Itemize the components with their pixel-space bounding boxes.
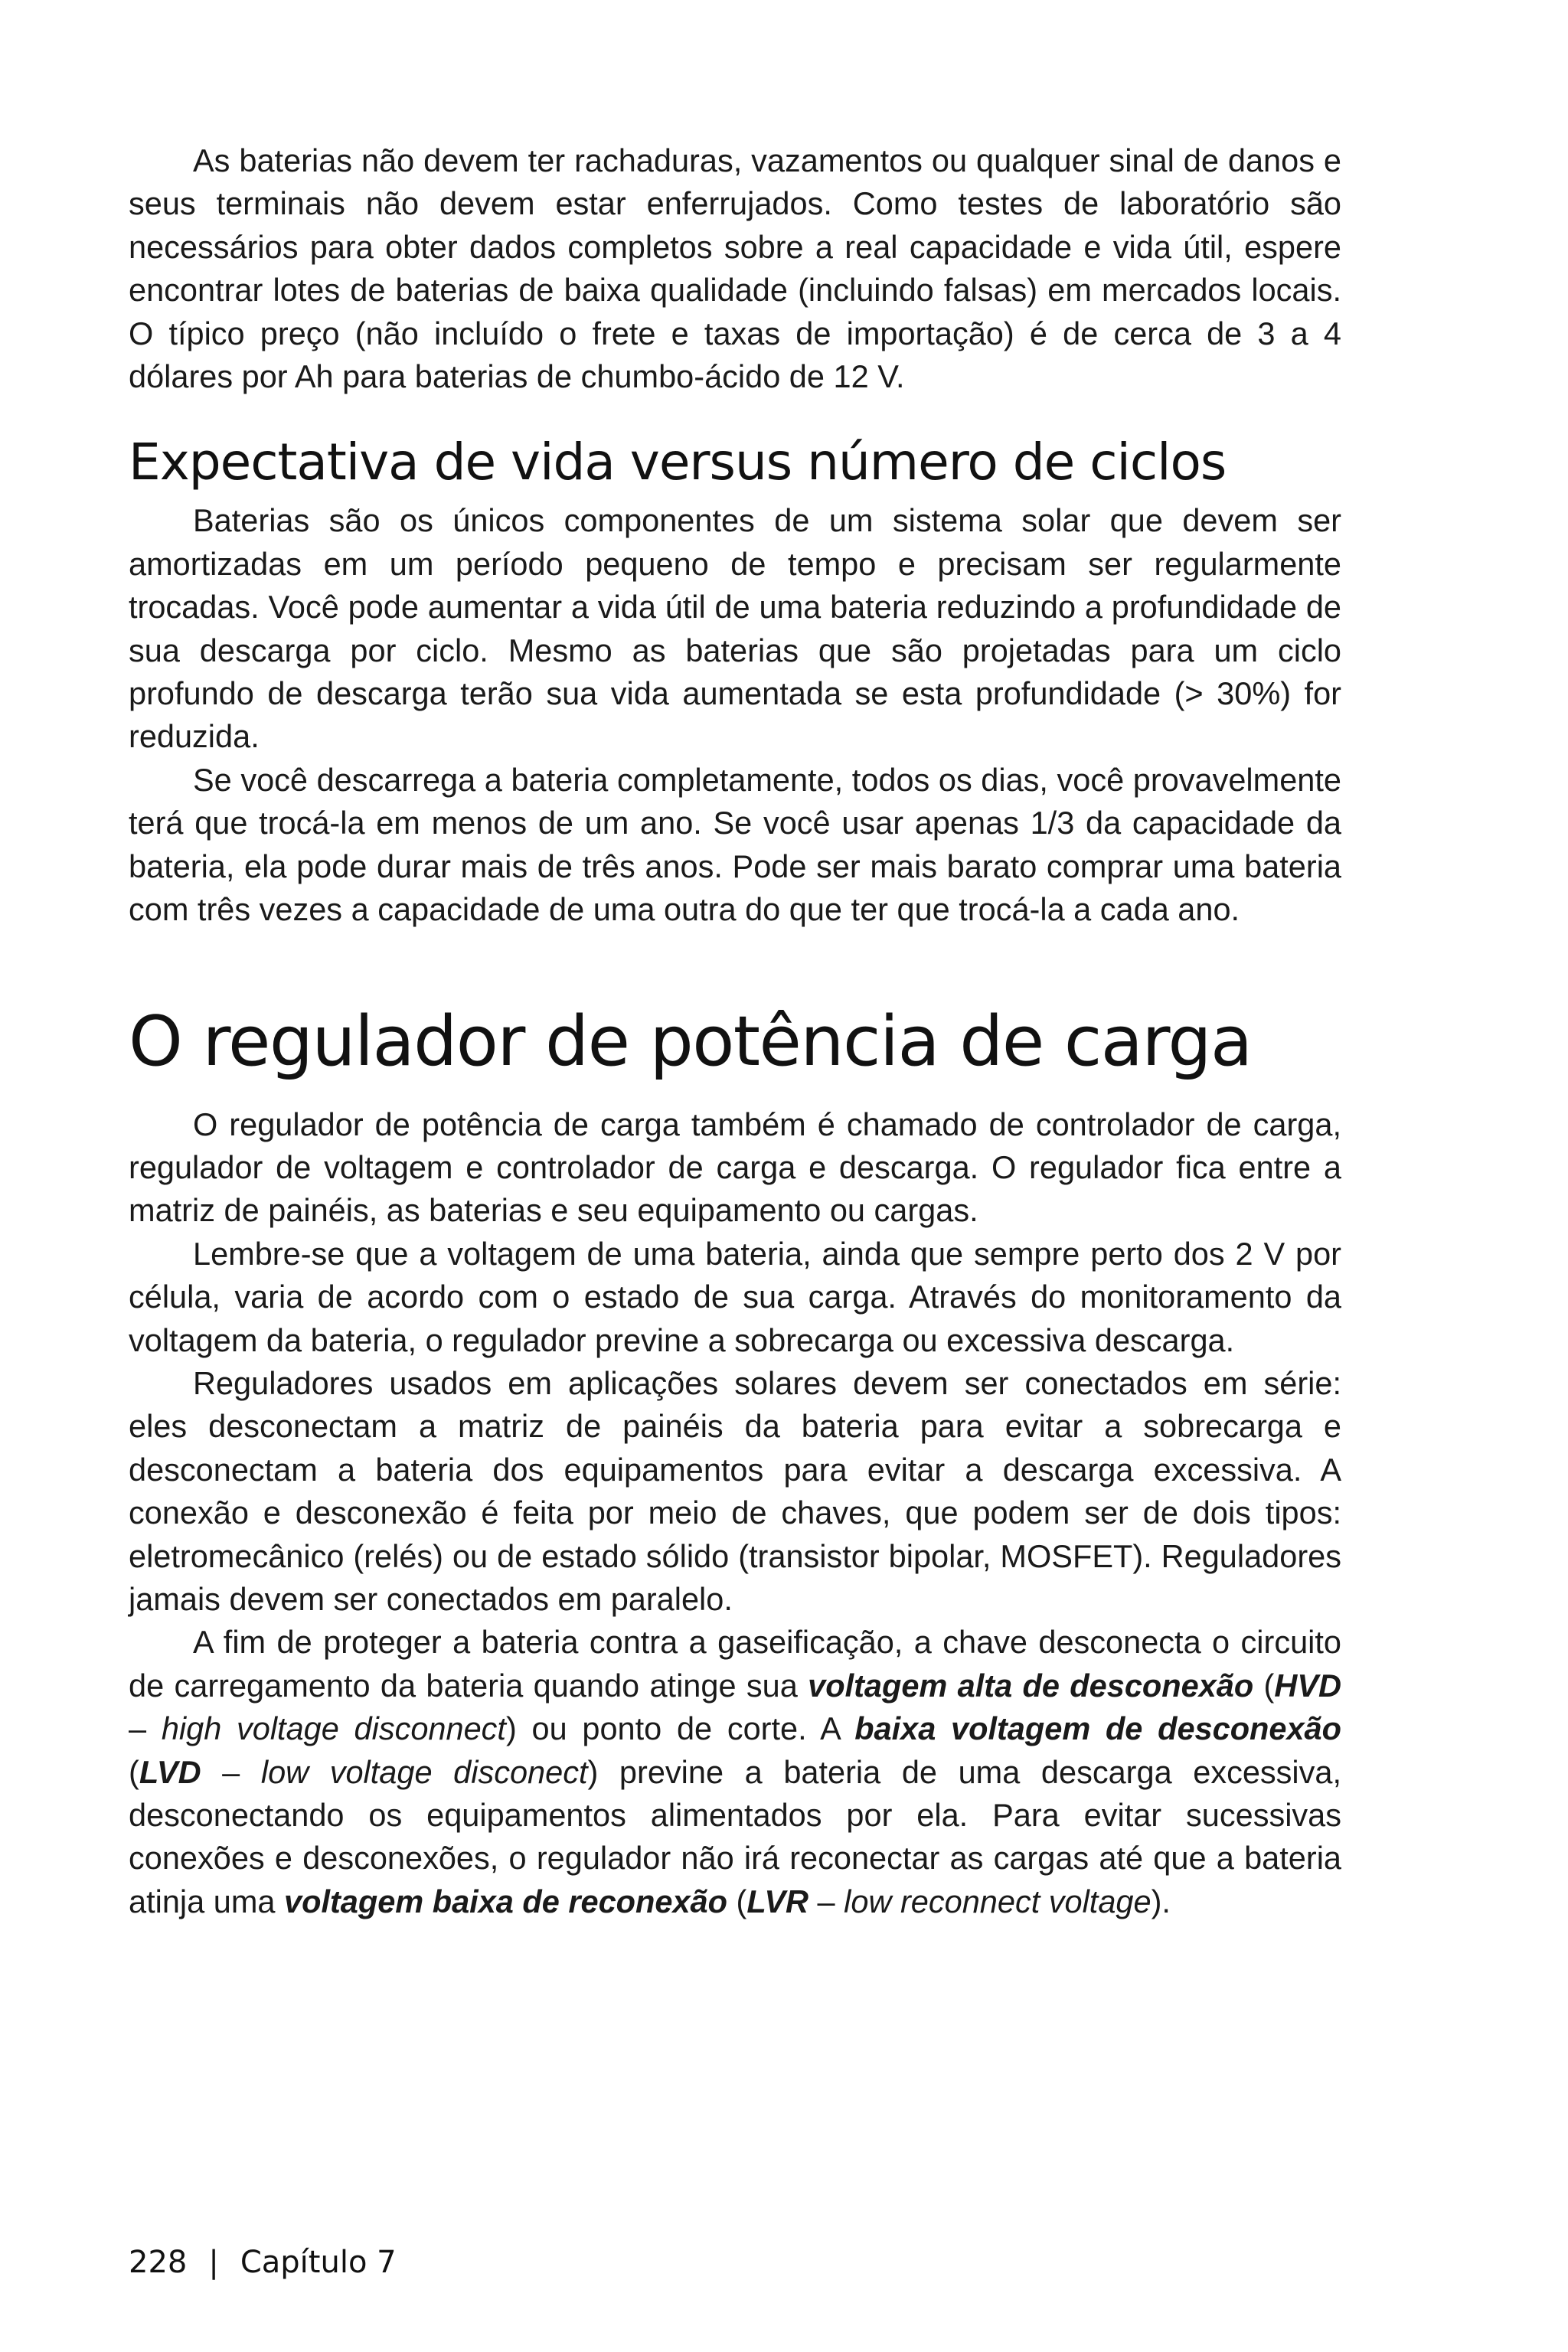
section-heading-life-expectancy: Expectativa de vida versus número de ciclos [129,433,1227,492]
term-lvd-name: baixa voltagem de desconexão [854,1710,1341,1747]
paragraph-regulator-1: O regulador de potência de carga também é chamado de controlador de carga, regulador de voltagem e controlador de carga e descarga. O regulador fica entre a matriz de painéis, as baterias e seu equipamento ou cargas. [129,1106,1341,1229]
section-heading-charge-regulator: O regulador de potência de carga [129,1001,1252,1082]
term-hvd-english: high voltage disconnect [161,1710,506,1747]
chapter-label: Capítulo 7 [240,2245,397,2280]
text-run: A fim de proteger a bateria contra a gaseificação, a chave desconecta o circuito de carregamento da bateria quando atinge sua [129,1624,1341,1704]
term-lvd-abbr: LVD [139,1753,201,1790]
paragraph-regulator-3: Reguladores usados em aplicações solares devem ser conectados em série: eles desconectam a matriz de painéis da bateria para evitar a sobrecarga e desconectam a bateria dos equipamentos para evitar a descarga excessiva. A conexão e desconexão é feita por meio de chaves, que podem ser de dois tipos: eletromecânico (relés) ou de estado sólido (transistor bipolar, MOSFET). Reguladores jamais devem ser conectados em paralelo. [129,1364,1341,1617]
paragraph-life-expectancy-1: Baterias são os únicos componentes de um sistema solar que devem ser amortizadas em um período pequeno de tempo e precisam ser regularmente trocadas. Você pode aumentar a vida útil de uma bateria reduzindo a profundidade de sua descarga por ciclo. Mesmo as baterias que são projetadas para um ciclo profundo de descarga terão sua vida aumentada se esta profundidade (> 30%) for reduzida. [129,502,1341,755]
paragraph-regulator-4 [129,1621,1341,1923]
term-hvd-name: voltagem alta de desconexão [808,1667,1254,1704]
text-run: ( [727,1883,747,1919]
page-footer [129,2243,397,2282]
text-run: ). [1151,1883,1171,1919]
text-run: – [129,1710,162,1747]
text-run: – [201,1753,261,1790]
text-run: ( [129,1753,139,1790]
term-lvr-name: voltagem baixa de reconexão [284,1883,727,1919]
term-lvr-abbr: LVR [746,1883,809,1919]
term-hvd-abbr: HVD [1274,1667,1341,1704]
footer-separator: | [208,2245,219,2280]
text-run: ) previne a bateria de uma descarga excessiva, desconectando os equipamentos alimentados por ela. Para evitar sucessivas conexões e desconexões, o regulador não irá reconectar as cargas até que a bateria atinja uma [129,1753,1341,1919]
text-run: ( [1253,1667,1275,1704]
page-body [129,139,1341,1923]
term-lvd-english: low voltage disconect [260,1753,588,1790]
text-run: ) ou ponto de corte. A [505,1710,855,1747]
paragraph-battery-inspection: As baterias não devem ter rachaduras, vazamentos ou qualquer sinal de danos e seus terminais não devem estar enferrujados. Como testes de laboratório são necessários para obter dados completos sobre a real capacidade e vida útil, espere encontrar lotes de baterias de baixa qualidade (incluindo falsas) em mercados locais. O típico preço (não incluído o frete e taxas de importação) é de cerca de 3 a 4 dólares por Ah para baterias de chumbo-ácido de 12 V. [129,142,1341,395]
text-run: – [808,1883,844,1919]
paragraph-regulator-2: Lembre-se que a voltagem de uma bateria, ainda que sempre perto dos 2 V por célula, varia de acordo com o estado de sua carga. Através do monitoramento da voltagem da bateria, o regulador previne a sobrecarga ou excessiva descarga. [129,1235,1341,1358]
page-number: 228 [129,2245,188,2280]
term-lvr-english: low reconnect voltage [844,1883,1152,1919]
paragraph-life-expectancy-2: Se você descarrega a bateria completamente, todos os dias, você provavelmente terá que trocá-la em menos de um ano. Se você usar apenas 1/3 da capacidade da bateria, ela pode durar mais de três anos. Pode ser mais barato comprar uma bateria com três vezes a capacidade de uma outra do que ter que trocá-la a cada ano. [129,761,1341,928]
